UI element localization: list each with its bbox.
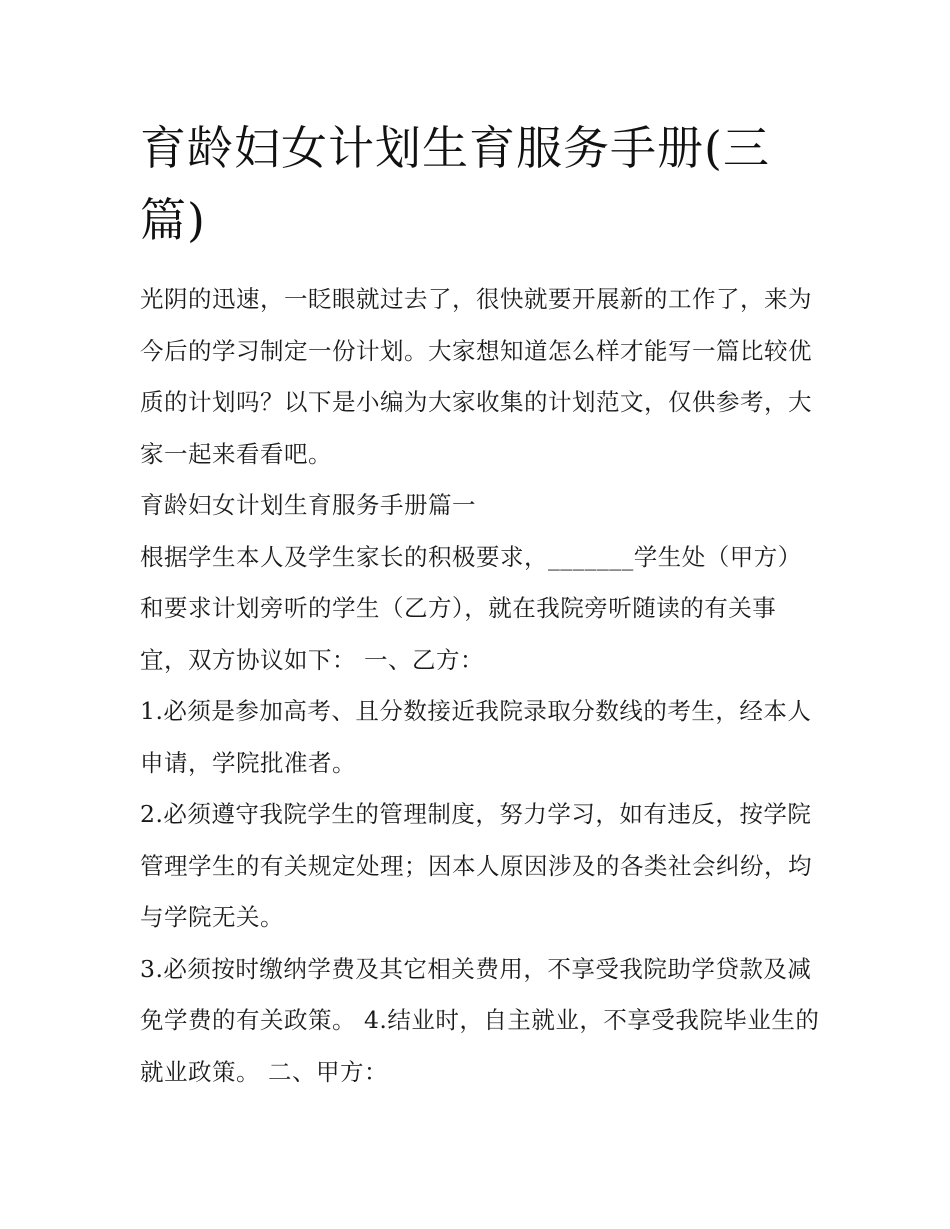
intro-paragraph: 光阴的迅速，一眨眼就过去了，很快就要开展新的工作了，来为今后的学习制定一份计划。大家想知道怎么样才能写一篇比较优质的计划吗？以下是小编为大家收集的计划范文，仅供参考，大家一起来看看吧。: [140, 285, 812, 468]
agreement-paragraph: 根据学生本人及学生家长的积极要求，_______学生处（甲方）和要求计划旁听的学生（乙方），就在我院旁听随读的有关事宜，双方协议如下： 一、乙方：: [140, 542, 802, 674]
clause-2: 2.必须遵守我院学生的管理制度，努力学习，如有违反，按学院管理学生的有关规定处理；因本人原因涉及的各类社会纠纷，均与学院无关。: [140, 800, 812, 931]
document-body: [140, 274, 820, 1098]
document-title: 育龄妇女计划生育服务手册(三篇): [140, 121, 770, 247]
clause-1: 1.必须是参加高考、且分数接近我院录取分数线的考生，经本人申请，学院批准者。: [140, 697, 812, 777]
clause-3: 3.必须按时缴纳学费及其它相关费用，不享受我院助学贷款及减免学费的有关政策。 4.结业时，自主就业，不享受我院毕业生的就业政策。 二、甲方：: [140, 954, 820, 1086]
section-heading: 育龄妇女计划生育服务手册篇一: [140, 491, 476, 519]
